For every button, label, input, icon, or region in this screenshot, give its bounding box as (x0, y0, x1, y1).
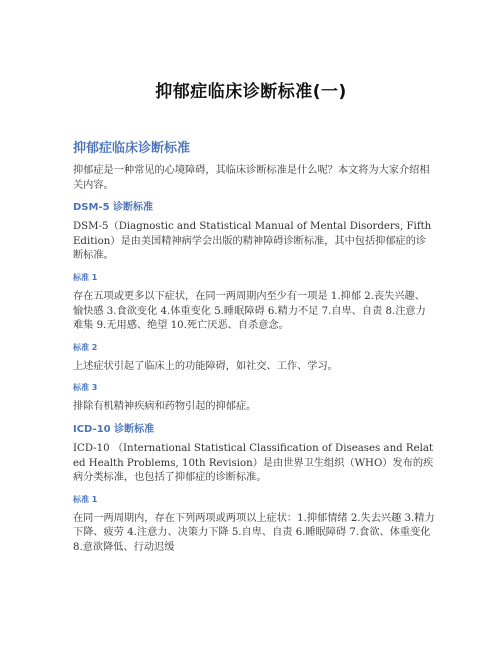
dsm5-criterion-2-label: 标准 2 (73, 342, 98, 352)
dsm5-heading: DSM-5 诊断标准 (73, 202, 154, 214)
document-body (73, 141, 435, 564)
dsm5-criterion-3-label: 标准 3 (73, 383, 98, 393)
dsm5-criterion-1-text: 存在五项或更多以下症状，在同一两周期内至少有一项是 1.抑郁 2.丧失兴趣、愉快感 3.食欲变化 4.体重变化 5.睡眠障碍 6.精力不足 7.自卑、自责 8.注意力难集 9.无用感、绝望 10.死亡厌恶、自杀意念。 (73, 290, 426, 332)
document-title: 抑郁症临床诊断标准(一) (155, 82, 347, 102)
main-heading: 抑郁症临床诊断标准 (73, 141, 191, 156)
icd10-criterion-1-text: 在同一两周期内，存在下列两项或两项以上症状：1.抑郁情绪 2.失去兴趣 3.精力下降、疲劳 4.注意力、决策力下降 5.自卑、自责 6.睡眠障碍 7.食欲、体重变化 8.意欲降低、行动迟缓 (73, 512, 435, 553)
dsm5-criterion-2-text: 上述症状引起了临床上的功能障碍，如社交、工作、学习。 (73, 360, 338, 372)
icd10-description: ICD-10 （International Statistical Classification of Diseases and Related Health Problems, 10th Revision）是由世界卫生组织（WHO）发布的疾病分类标准，也包括了抑郁症的诊断标准。 (73, 442, 434, 484)
dsm5-criterion-3-text: 排除有机精神疾病和药物引起的抑郁症。 (73, 401, 257, 413)
icd10-heading: ICD-10 诊断标准 (73, 423, 155, 435)
dsm5-description: DSM-5（Diagnostic and Statistical Manual of Mental Disorders, Fifth Edition）是由美国精神病学会出版的精神障碍诊断标准，其中包括抑郁症的诊断标准。 (73, 221, 432, 262)
icd10-criterion-1-label: 标准 1 (73, 494, 98, 504)
intro-paragraph: 抑郁症是一种常见的心境障碍，其临床诊断标准是什么呢？本文将为大家介绍相关内容。 (73, 165, 430, 191)
dsm5-criterion-1-label: 标准 1 (73, 272, 98, 282)
